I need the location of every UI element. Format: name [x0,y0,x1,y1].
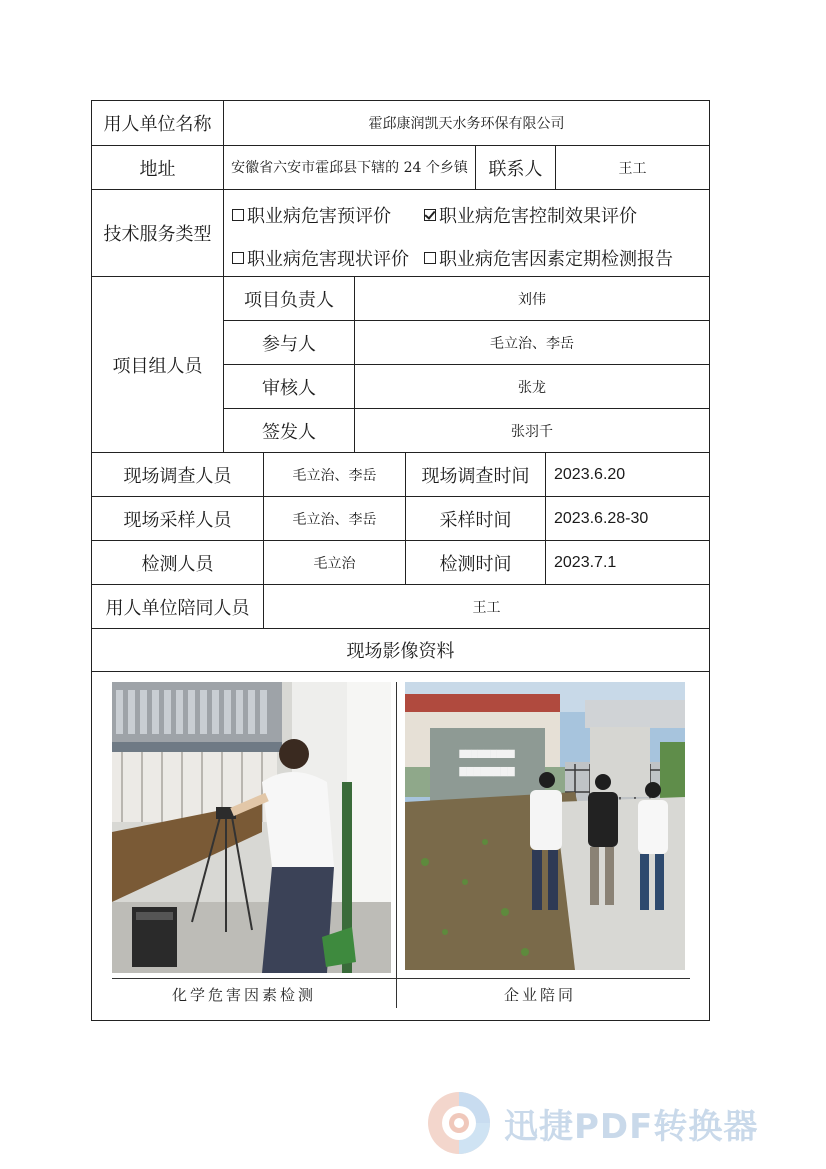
sampling-staff-value: 毛立治、李岳 [264,497,406,541]
checkbox-checked-icon [424,209,436,221]
watermark [426,1090,758,1156]
testing-staff-label: 检测人员 [92,541,264,585]
watermark-text: 迅捷PDF转换器 [504,1106,759,1147]
contact-label: 联系人 [476,146,556,190]
survey-time-label: 现场调查时间 [406,453,546,497]
team-member: 张龙 [355,365,709,409]
service-option-status-assessment[interactable]: 职业病危害现状评价 [232,245,409,271]
survey-time-value: 2023.6.20 [546,453,709,497]
svg-text:▇▇▇▇▇▇▇▇▇: ▇▇▇▇▇▇▇▇▇ [459,749,515,758]
survey-staff-label: 现场调查人员 [92,453,264,497]
contact-value: 王工 [556,146,709,190]
photo-divider [396,682,397,1008]
svg-text:▇▇▇▇▇▇▇▇: ▇▇▇▇▇▇▇▇ [459,767,515,777]
escort-label: 用人单位陪同人员 [92,585,264,629]
photo-caption: 企业陪同 [504,986,577,1004]
photos-header: 现场影像资料 [92,629,709,672]
team-role: 审核人 [224,365,355,409]
service-type-label: 技术服务类型 [92,190,224,277]
photos-section [92,672,709,1020]
employer-label: 用人单位名称 [92,101,224,146]
photo-chemical-testing [112,682,391,973]
team-member: 张羽千 [355,409,709,453]
service-option-control-effect[interactable]: 职业病危害控制效果评价 [424,202,637,228]
occupational-hazard-form [91,100,710,1021]
address-value: 安徽省六安市霍邱县下辖的 24 个乡镇 [224,146,476,190]
service-type-options [224,190,709,277]
checkbox-icon [232,209,244,221]
team-label: 项目组人员 [92,277,224,453]
team-role: 项目负责人 [224,277,355,321]
survey-staff-value: 毛立治、李岳 [264,453,406,497]
sampling-time-label: 采样时间 [406,497,546,541]
testing-time-label: 检测时间 [406,541,546,585]
team-role: 签发人 [224,409,355,453]
sampling-time-value: 2023.6.28-30 [546,497,709,541]
team-member: 毛立治、李岳 [355,321,709,365]
xunjie-logo-icon [426,1090,492,1156]
team-role: 参与人 [224,321,355,365]
caption-divider [112,978,690,979]
employer-value: 霍邱康润凯天水务环保有限公司 [224,101,709,146]
checkbox-icon [232,252,244,264]
address-label: 地址 [92,146,224,190]
testing-time-value: 2023.7.1 [546,541,709,585]
testing-staff-value: 毛立治 [264,541,406,585]
team-member: 刘伟 [355,277,709,321]
photo-enterprise-escort [405,682,685,970]
escort-value: 王工 [264,585,709,629]
photo-caption: 化学危害因素检测 [172,986,317,1004]
sampling-staff-label: 现场采样人员 [92,497,264,541]
service-option-periodic-testing[interactable]: 职业病危害因素定期检测报告 [424,245,673,271]
service-option-pre-assessment[interactable]: 职业病危害预评价 [232,202,391,228]
checkbox-icon [424,252,436,264]
